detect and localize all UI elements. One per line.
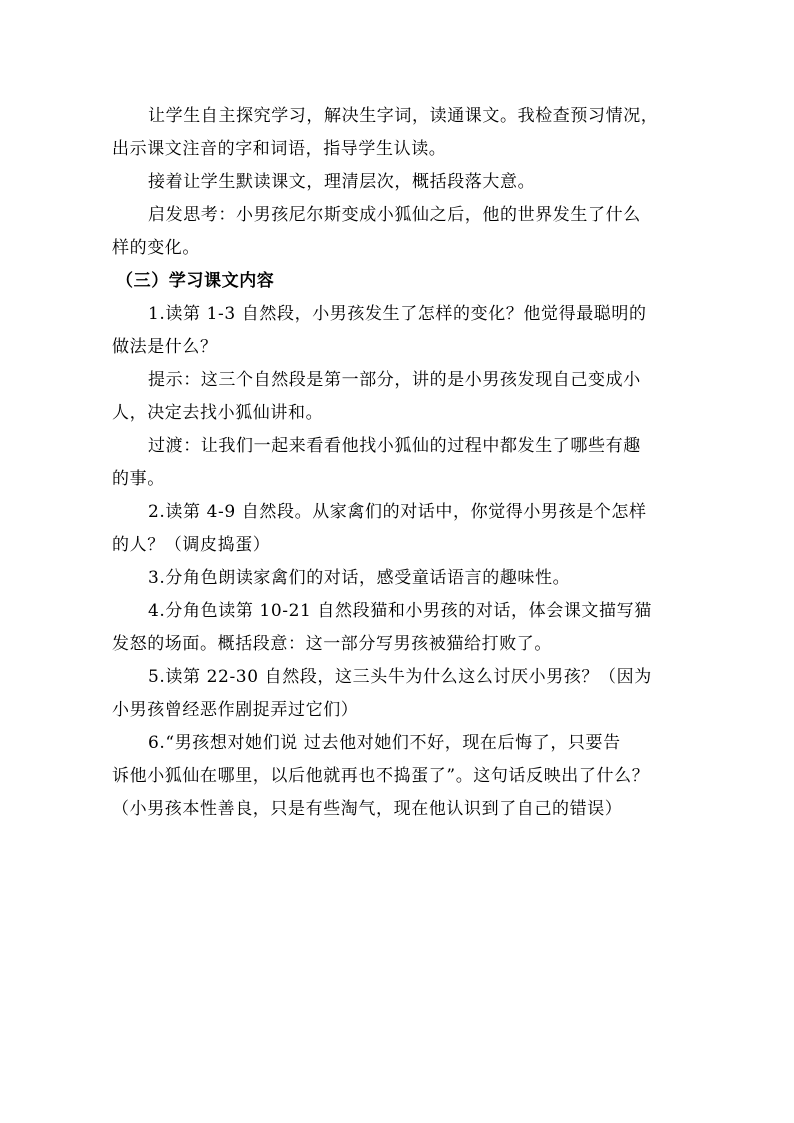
text-line: 发怒的场面。概括段意：这一部分写男孩被猫给打败了。	[112, 634, 552, 654]
text-line: 让学生自主探究学习，解决生字词，读通课文。我检查预习情况，	[148, 106, 659, 126]
document-page	[112, 100, 684, 826]
text-line: 提示：这三个自然段是第一部分，讲的是小男孩发现自己变成小	[148, 370, 641, 390]
text-line: 6.“男孩想对她们说 过去他对她们不好，现在后悔了，只要告	[148, 733, 621, 753]
text-line: 样的变化。	[112, 238, 200, 258]
paragraph-item-5	[112, 661, 684, 727]
text-line: （小男孩本性善良，只是有些淘气，现在他认识到了自己的错误）	[112, 799, 623, 819]
paragraph-item-3	[112, 562, 684, 595]
text-line: 2.读第 4-9 自然段。从家禽们的对话中，你觉得小男孩是个怎样	[148, 502, 647, 522]
paragraph-silent-reading	[112, 166, 684, 199]
text-line: 5.读第 22-30 自然段，这三头牛为什么这么讨厌小男孩？（因为	[148, 667, 652, 687]
text-line: 小男孩曾经恶作剧捉弄过它们）	[112, 700, 359, 720]
text-line: 接着让学生默读课文，理清层次，概括段落大意。	[148, 172, 536, 192]
text-line: 4.分角色读第 10-21 自然段猫和小男孩的对话，体会课文描写猫	[148, 601, 652, 621]
paragraph-inspire-thinking	[112, 199, 684, 265]
text-line: 3.分角色朗读家禽们的对话，感受童话语言的趣味性。	[148, 568, 571, 588]
text-line: 做法是什么？	[112, 337, 218, 357]
text-line: 1.读第 1-3 自然段，小男孩发生了怎样的变化？他觉得最聪明的	[148, 304, 647, 324]
paragraph-transition	[112, 430, 684, 496]
paragraph-item-1	[112, 298, 684, 364]
text-line: 的人？（调皮捣蛋）	[112, 535, 271, 555]
text-line: 过渡：让我们一起来看看他找小狐仙的过程中都发生了哪些有趣	[148, 436, 641, 456]
paragraph-item-2	[112, 496, 684, 562]
section-heading: （三）学习课文内容	[116, 271, 275, 291]
paragraph-hint	[112, 364, 684, 430]
text-line: 的事。	[112, 469, 165, 489]
text-line: 启发思考：小男孩尼尔斯变成小狐仙之后，他的世界发生了什么	[148, 205, 641, 225]
text-line: 出示课文注音的字和词语，指导学生认读。	[112, 139, 447, 159]
text-line: 人，决定去找小狐仙讲和。	[112, 403, 324, 423]
paragraph-item-4	[112, 595, 684, 661]
text-line: 诉他小狐仙在哪里，以后他就再也不捣蛋了”。这句话反映出了什么？	[112, 766, 650, 786]
paragraph-item-6	[112, 727, 684, 826]
paragraph-preview-study	[112, 100, 684, 166]
